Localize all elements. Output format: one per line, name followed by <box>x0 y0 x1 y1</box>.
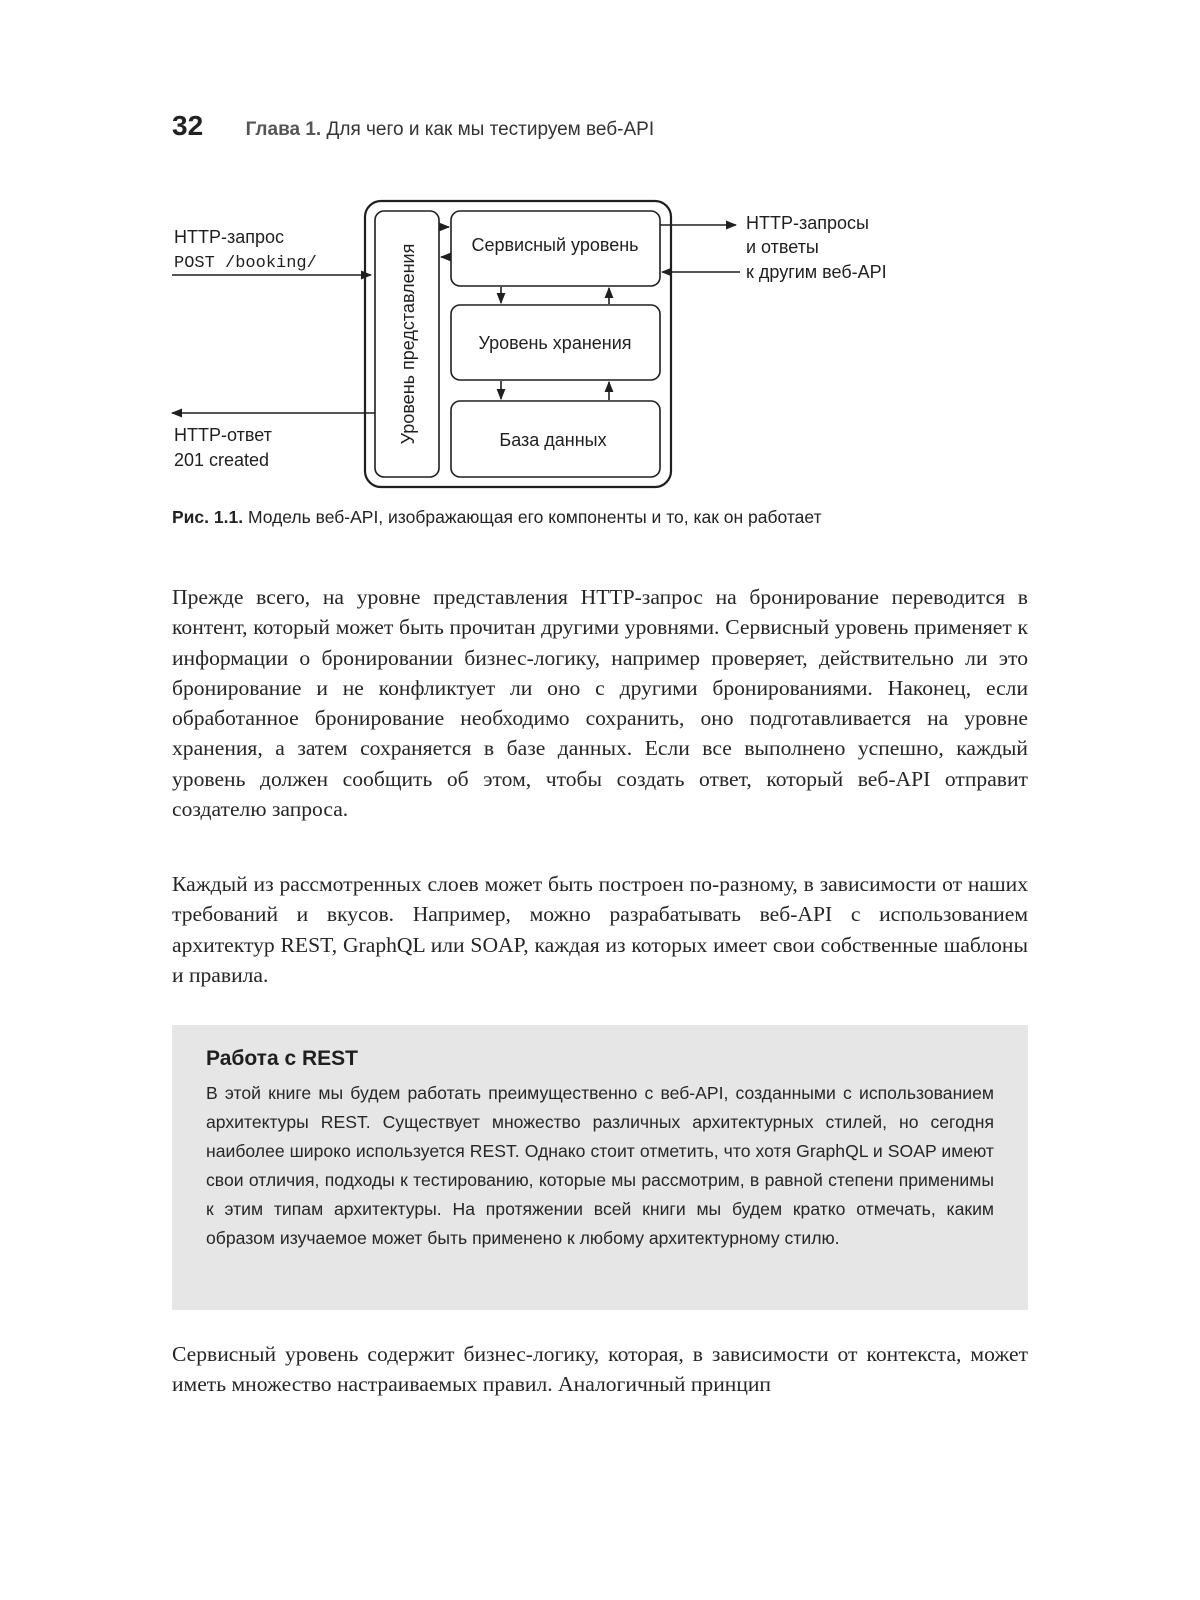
figure-caption-text: Модель веб-API, изображающая его компоненты и то, как он работает <box>243 507 822 527</box>
external-label-line2: и ответы <box>746 237 819 257</box>
request-label-line2: POST /booking/ <box>174 254 317 273</box>
figure-caption-label: Рис. 1.1. <box>172 507 244 527</box>
storage-layer-label: Уровень хранения <box>478 333 632 353</box>
chapter-label: Глава 1. <box>245 119 322 140</box>
request-label-line1: HTTP-запрос <box>174 227 285 247</box>
chapter-title: Для чего и как мы тестируем веб-API <box>326 119 655 140</box>
database-label: База данных <box>499 430 607 450</box>
service-layer-label: Сервисный уровень <box>471 235 639 255</box>
sidebar-title: Работа с REST <box>206 1047 359 1070</box>
figure-web-api-model <box>0 0 1200 500</box>
diagram-svg <box>0 0 1200 500</box>
sidebar-note <box>172 1025 1028 1310</box>
presentation-layer-label: Уровень представления <box>398 243 418 445</box>
paragraph-1: Прежде всего, на уровне представления HTTP-запрос на бронирование переводится в контент, который может быть прочитан другими уровнями. Сервисный уровень применяет к информации о бронировании бизнес-логику, например проверяет, действительно ли это бронирование и не конфликтует ли оно с другими бронированиями. Наконец, если обработанное бронирование необходимо сохранить, оно подготавливается на уровне хранения, а затем сохраняется в базе данных. Если все выполнено успешно, каждый уровень должен сообщить об этом, чтобы создать ответ, который веб-API отправит создателю запроса. <box>172 585 1028 822</box>
response-label-line2: 201 created <box>174 450 270 470</box>
sidebar-text: В этой книге мы будем работать преимущественно с веб-API, созданными с использованием архитектуры REST. Существует множество различных архитектурных стилей, но сегодня наиболее широко используется REST. Однако стоит отметить, что хотя GraphQL и SOAP имеют свои отличия, подходы к тестированию, которые мы рассмотрим, в равной степени применимы к этим типам архитектуры. На протяжении всей книги мы будем кратко отмечать, каким образом изучаемое может быть применено к любому архитектурному стилю. <box>206 1083 994 1248</box>
paragraph-2: Каждый из рассмотренных слоев может быть построен по-разному, в зависимости от наших требований и вкусов. Например, можно разрабатывать веб-API с использованием архитектур REST, GraphQL или SOAP, каждая из которых имеет свои собственные шаблоны и правила. <box>172 872 1028 987</box>
paragraph-3: Сервисный уровень содержит бизнес-логику, которая, в зависимости от контекста, может иметь множество настраиваемых правил. Аналогичный принцип <box>172 1342 1028 1397</box>
external-label-line1: HTTP-запросы <box>746 213 869 233</box>
response-label-line1: HTTP-ответ <box>174 425 272 445</box>
page-number: 32 <box>172 110 204 141</box>
figure-caption <box>172 507 822 528</box>
external-label-line3: к другим веб-API <box>746 262 887 282</box>
